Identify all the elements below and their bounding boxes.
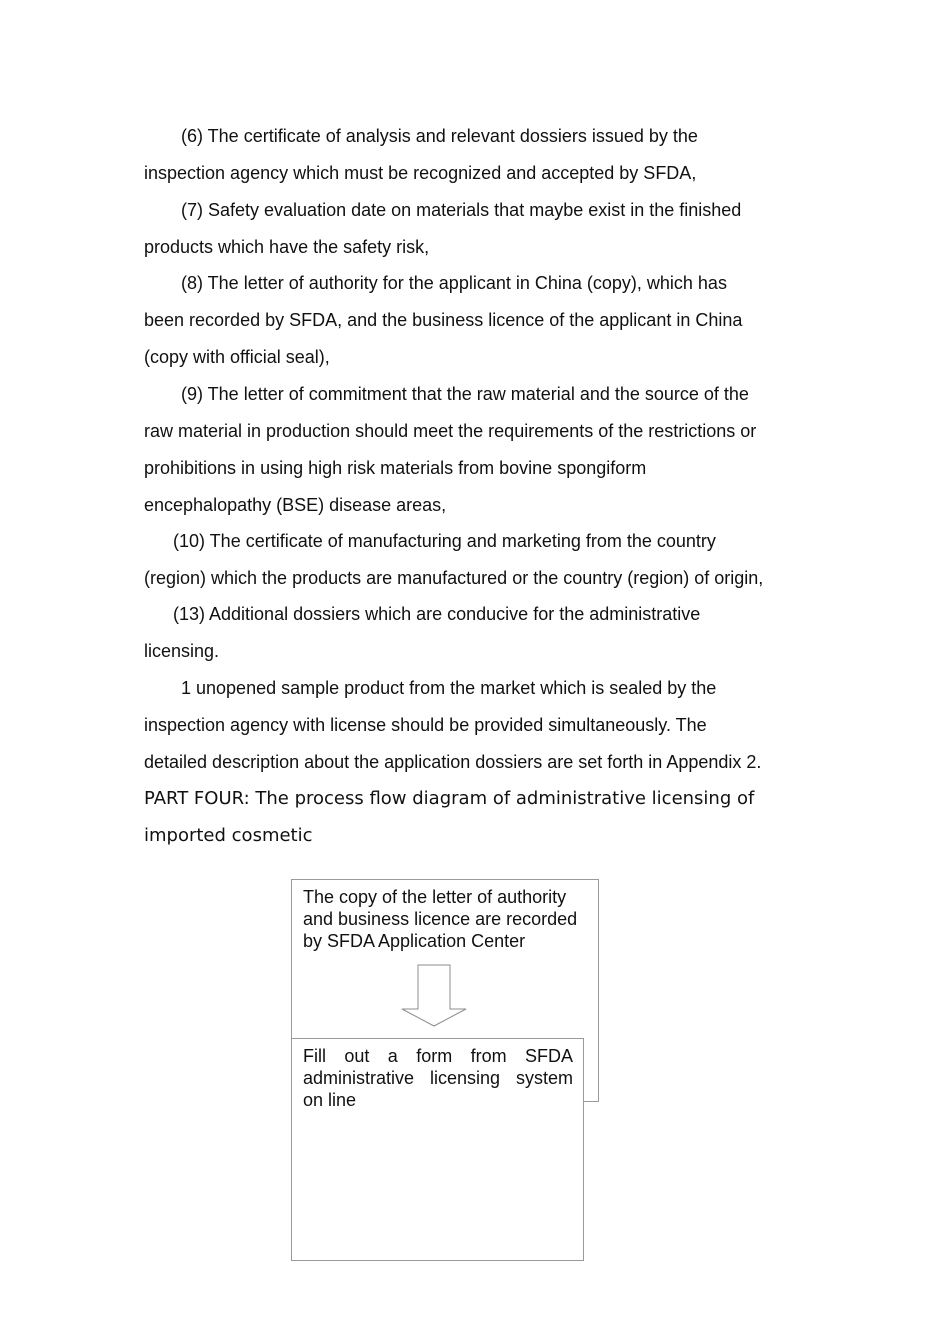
paragraph-line: (7) Safety evaluation date on materials that maybe exist in the finished — [181, 200, 742, 220]
paragraph-line: been recorded by SFDA, and the business licence of the applicant in China — [144, 310, 743, 330]
paragraph-line: (13) Additional dossiers which are conducive for the administrative — [173, 604, 701, 624]
paragraph-line: (6) The certificate of analysis and relevant dossiers issued by the — [181, 126, 698, 146]
paragraph-line: encephalopathy (BSE) disease areas, — [144, 495, 447, 515]
paragraph-sample-product — [144, 670, 814, 781]
heading-line: PART FOUR: The process flow diagram of administrative licensing of — [144, 788, 755, 809]
paragraph-line: detailed description about the application dossiers are set forth in Appendix 2. — [144, 752, 762, 772]
paragraph-line: (8) The letter of authority for the applicant in China (copy), which has — [181, 273, 727, 293]
paragraph-line: (10) The certificate of manufacturing and marketing from the country — [173, 531, 716, 551]
heading-line: imported cosmetic — [144, 825, 313, 846]
paragraph-line: inspection agency which must be recognized and accepted by SFDA, — [144, 163, 697, 183]
paragraph-item-6 — [144, 118, 814, 192]
paragraph-line: products which have the safety risk, — [144, 237, 430, 257]
paragraph-line: inspection agency with license should be provided simultaneously. The — [144, 715, 707, 735]
paragraph-line: raw material in production should meet the requirements of the restrictions or — [144, 421, 757, 441]
paragraph-line: (9) The letter of commitment that the raw material and the source of the — [181, 384, 749, 404]
paragraph-line: (copy with official seal), — [144, 347, 330, 367]
paragraph-item-7 — [144, 192, 814, 266]
paragraph-line: 1 unopened sample product from the market which is sealed by the — [181, 678, 717, 698]
paragraph-line: prohibitions in using high risk materials from bovine spongiform — [144, 458, 647, 478]
paragraph-item-13 — [144, 596, 814, 670]
paragraph-item-8 — [144, 265, 814, 376]
flow-step-text: Fill out a form from SFDA administrative licensing system on line — [303, 1046, 573, 1110]
paragraph-line: (region) which the products are manufactured or the country (region) of origin, — [144, 568, 764, 588]
paragraph-item-10 — [144, 523, 814, 597]
section-heading — [144, 780, 824, 854]
flow-step-fill-form — [291, 1038, 584, 1261]
flow-step-text: The copy of the letter of authority and business licence are recorded by SFDA Application Center — [303, 887, 578, 951]
paragraph-item-9 — [144, 376, 814, 524]
paragraph-line: licensing. — [144, 641, 220, 661]
down-arrow-icon — [400, 964, 468, 1027]
